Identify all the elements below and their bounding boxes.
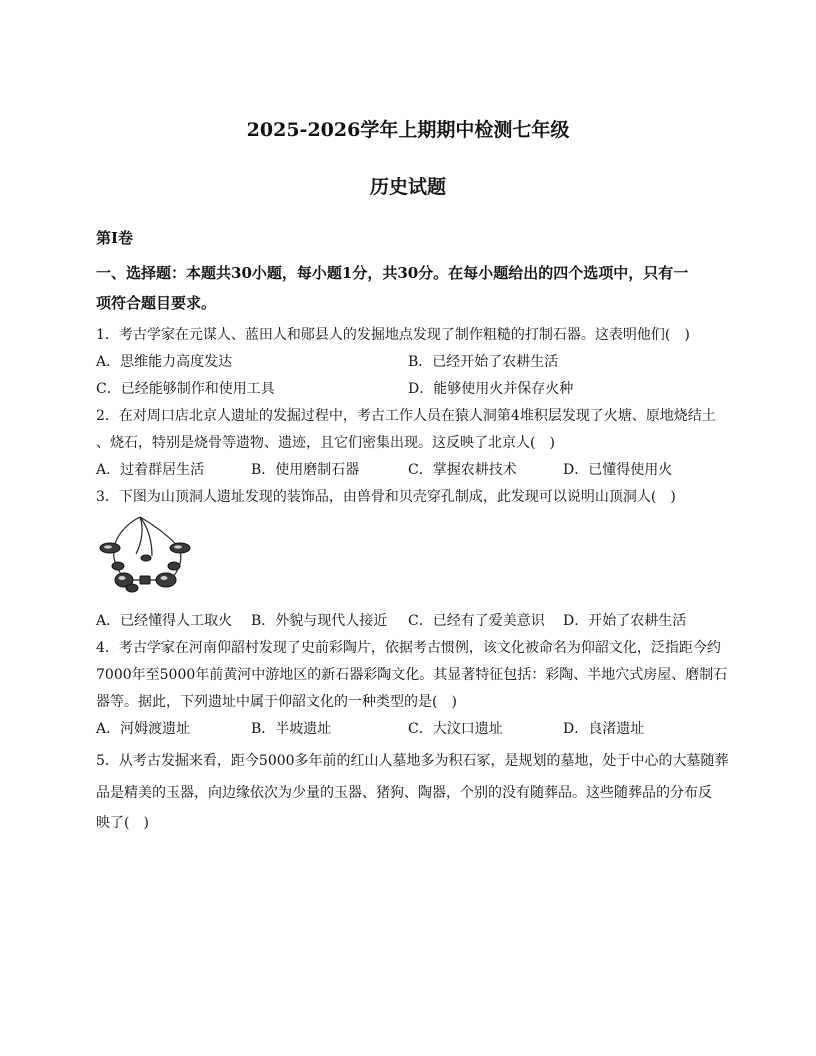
question-5-stem-line-3: 映了( ) [96, 815, 149, 831]
question-2-option-d: D．已懂得使用火 [563, 462, 673, 478]
question-1-option-a: A．思维能力高度发达 [96, 354, 233, 370]
volume-label: 第Ⅰ卷 [96, 229, 134, 247]
question-2-option-b: B．使用磨制石器 [251, 462, 360, 478]
question-3-option-a: A．已经懂得人工取火 [96, 613, 233, 629]
question-4-option-d: D．良渚遗址 [563, 721, 645, 737]
question-4-option-c: C．大汶口遗址 [408, 721, 503, 737]
section-instruction-line-1: 一、选择题：本题共30小题，每小题1分，共30分。在每小题给出的四个选项中，只有一 [96, 264, 689, 282]
ornament-figure [96, 514, 194, 596]
question-3-option-c: C．已经有了爱美意识 [408, 613, 545, 629]
question-3-option-d: D．开始了农耕生活 [563, 613, 687, 629]
question-1-stem: 1．考古学家在元谋人、蓝田人和郧县人的发掘地点发现了制作粗糙的打制石器。这表明他们( ) [96, 327, 690, 343]
question-4-option-a: A．河姆渡遗址 [96, 721, 191, 737]
question-4-option-b: B．半坡遗址 [251, 721, 332, 737]
question-4-stem-line-3: 器等。据此，下列遗址中属于仰韶文化的一种类型的是( ) [96, 694, 457, 710]
section-instruction-line-2: 项符合题目要求。 [96, 294, 217, 312]
question-1-option-c: C．已经能够制作和使用工具 [96, 381, 275, 397]
question-5-stem-line-2: 品是精美的玉器，向边缘依次为少量的玉器、猪狗、陶器，个别的没有随葬品。这些随葬品的分布反 [96, 785, 712, 801]
question-2-option-a: A．过着群居生活 [96, 462, 205, 478]
question-3-option-b: B．外貌与现代人接近 [251, 613, 388, 629]
exam-title: 2025-2026学年上期期中检测七年级 [246, 119, 570, 141]
question-2-stem-line-2: 、烧石，特别是烧骨等遗物、遗迹，且它们密集出现。这反映了北京人( ) [96, 435, 555, 451]
question-1-option-b: B．已经开始了农耕生活 [408, 354, 559, 370]
exam-subject: 历史试题 [369, 176, 446, 198]
question-4-stem-line-1: 4．考古学家在河南仰韶村发现了史前彩陶片，依据考古惯例，该文化被命名为仰韶文化，泛指距今约 [96, 640, 721, 656]
question-5-stem-line-1: 5．从考古发掘来看，距今5000多年前的红山人墓地多为积石冢，是规划的墓地，处于中心的大墓随葬 [96, 753, 729, 769]
question-1-option-d: D．能够使用火并保存火种 [408, 381, 574, 397]
question-3-stem: 3．下图为山顶洞人遗址发现的装饰品，由兽骨和贝壳穿孔制成，此发现可以说明山顶洞人( ) [96, 489, 676, 505]
question-2-option-c: C．掌握农耕技术 [408, 462, 517, 478]
question-2-stem-line-1: 2．在对周口店北京人遗址的发掘过程中，考古工作人员在猿人洞第4堆积层发现了火塘、原地烧结土 [96, 408, 716, 424]
question-4-stem-line-2: 7000年至5000年前黄河中游地区的新石器彩陶文化。其显著特征包括：彩陶、半地穴式房屋、磨制石 [96, 667, 728, 683]
